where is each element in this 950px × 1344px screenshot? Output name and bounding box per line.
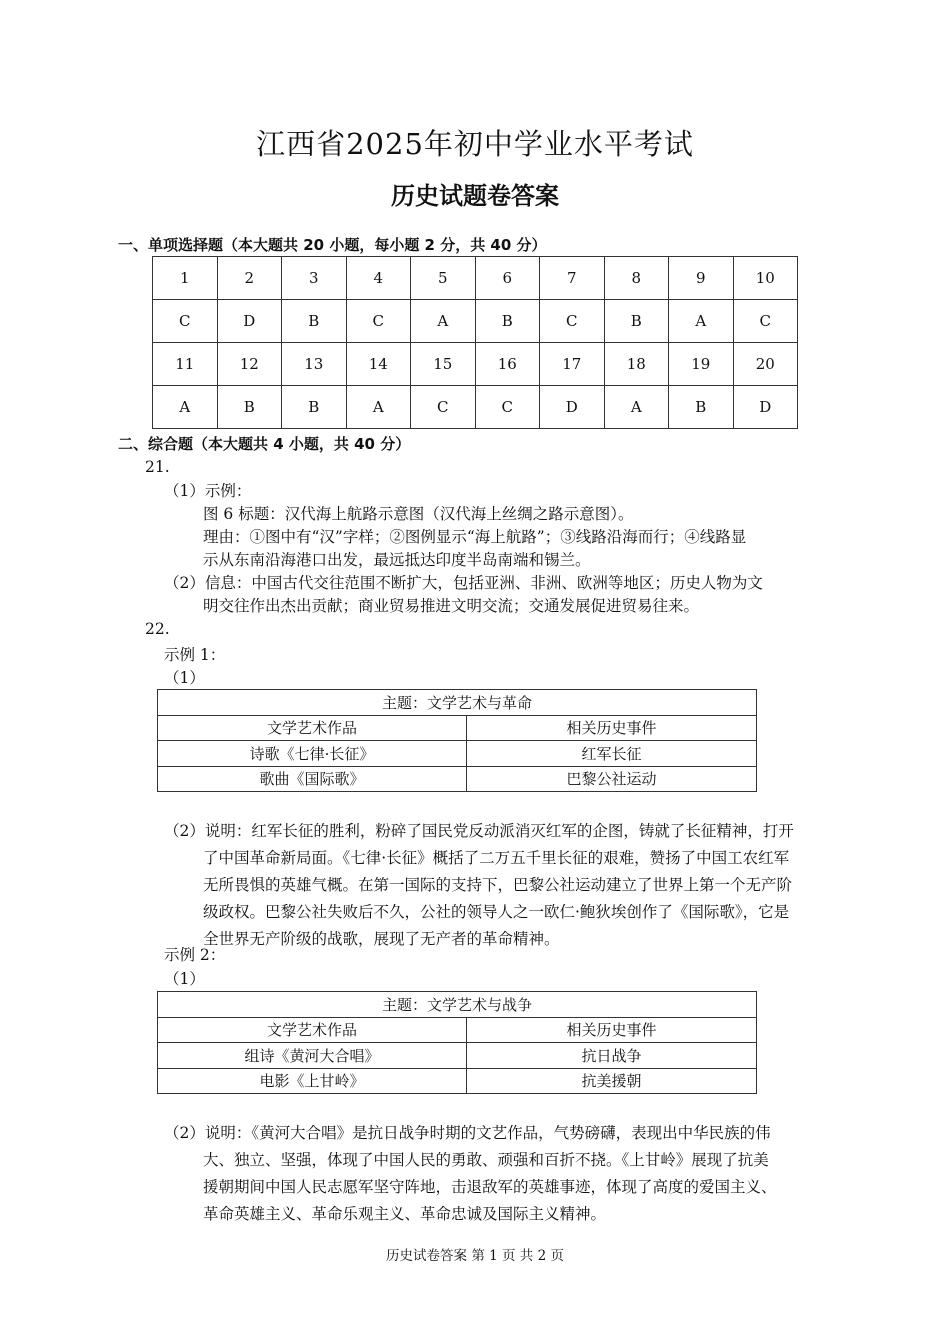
answer-cell: A — [669, 300, 734, 343]
question-number-cell: 19 — [669, 343, 734, 386]
answer-cell: B — [217, 386, 282, 429]
answer-cell: B — [604, 300, 669, 343]
question-number-cell: 6 — [475, 257, 540, 300]
answer-cell: B — [475, 300, 540, 343]
table-cell: 抗日战争 — [467, 1043, 757, 1069]
example2-explanation — [164, 1120, 814, 1228]
question-number-row — [153, 257, 798, 300]
q21-part1-line: 图 6 标题：汉代海上航路示意图（汉代海上丝绸之路示意图）。 — [203, 505, 634, 523]
table-theme: 主题：文学艺术与战争 — [158, 992, 757, 1018]
table-cell: 组诗《黄河大合唱》 — [158, 1043, 467, 1069]
text-line: 援朝期间中国人民志愿军坚守阵地，击退敌军的英雄事迹，体现了高度的爱国主义、 — [203, 1178, 777, 1196]
answer-cell: A — [411, 300, 476, 343]
answer-cell: D — [733, 386, 798, 429]
table-header: 文学艺术作品 — [158, 715, 467, 741]
question-number-cell: 15 — [411, 343, 476, 386]
example1-sub: （1） — [164, 669, 205, 687]
answer-table — [152, 256, 798, 429]
text-line: 级政权。巴黎公社失败后不久，公社的领导人之一欧仁·鲍狄埃创作了《国际歌》，它是 — [203, 903, 790, 921]
q21-part1-line: 理由：①图中有“汉”字样；②图例显示“海上航路”；③线路沿海而行；④线路显 — [203, 528, 747, 546]
answer-cell: C — [346, 300, 411, 343]
question-number-cell: 20 — [733, 343, 798, 386]
text-line: 全世界无产阶级的战歌，展现了无产者的革命精神。 — [203, 930, 560, 948]
q21-number: 21. — [145, 458, 170, 476]
question-number-cell: 18 — [604, 343, 669, 386]
example2-sub: （1） — [164, 970, 205, 988]
question-number-cell: 1 — [153, 257, 218, 300]
question-number-cell: 8 — [604, 257, 669, 300]
example2-label: 示例 2： — [164, 946, 226, 964]
example1-label: 示例 1： — [164, 646, 226, 664]
answer-row — [153, 386, 798, 429]
question-number-cell: 4 — [346, 257, 411, 300]
table-cell: 抗美援朝 — [467, 1068, 757, 1094]
question-number-cell: 13 — [282, 343, 347, 386]
example1-explanation — [164, 818, 814, 953]
page-footer: 历史试卷答案 第 1 页 共 2 页 — [386, 1248, 564, 1264]
answer-cell: B — [282, 386, 347, 429]
question-number-cell: 14 — [346, 343, 411, 386]
answer-cell: A — [604, 386, 669, 429]
answer-cell: D — [540, 386, 605, 429]
text-line: 大、独立、坚强，体现了中国人民的勇敢、顽强和百折不挠。《上甘岭》展现了抗美 — [203, 1151, 769, 1169]
question-number-cell: 9 — [669, 257, 734, 300]
answer-cell: B — [282, 300, 347, 343]
table-cell: 歌曲《国际歌》 — [158, 766, 467, 792]
question-number-cell: 2 — [217, 257, 282, 300]
table-cell: 巴黎公社运动 — [467, 766, 757, 792]
table-theme: 主题：文学艺术与革命 — [158, 690, 757, 716]
answer-cell: D — [217, 300, 282, 343]
question-number-cell: 11 — [153, 343, 218, 386]
answer-cell: A — [346, 386, 411, 429]
question-number-cell: 16 — [475, 343, 540, 386]
example1-table — [157, 689, 757, 792]
question-number-cell: 17 — [540, 343, 605, 386]
q21-part2-line: （2）信息：中国古代交往范围不断扩大，包括亚洲、非洲、欧洲等地区；历史人物为文 — [164, 574, 763, 592]
section2-heading: 二、综合题（本大题共 4 小题，共 40 分） — [118, 435, 411, 453]
text-line: （2）说明：红军长征的胜利，粉碎了国民党反动派消灭红军的企图，铸就了长征精神，打开 — [164, 822, 794, 840]
text-line: 革命英雄主义、革命乐观主义、革命忠诚及国际主义精神。 — [203, 1205, 607, 1223]
answer-cell: B — [669, 386, 734, 429]
table-header: 相关历史事件 — [467, 715, 757, 741]
question-number-row — [153, 343, 798, 386]
question-number-cell: 3 — [282, 257, 347, 300]
page-subtitle: 历史试题卷答案 — [391, 182, 559, 210]
answer-cell: A — [153, 386, 218, 429]
table-header: 文学艺术作品 — [158, 1017, 467, 1043]
table-header: 相关历史事件 — [467, 1017, 757, 1043]
answer-cell: C — [411, 386, 476, 429]
text-line: （2）说明：《黄河大合唱》是抗日战争时期的文艺作品，气势磅礴，表现出中华民族的伟 — [164, 1124, 771, 1142]
table-cell: 诗歌《七律·长征》 — [158, 741, 467, 767]
answer-cell: C — [475, 386, 540, 429]
q21-part2-line: 明交往作出杰出贡献；商业贸易推进文明交流；交通发展促进贸易往来。 — [203, 597, 700, 615]
example2-table — [157, 991, 757, 1094]
answer-cell: C — [733, 300, 798, 343]
answer-cell: C — [153, 300, 218, 343]
q21-part1-line: 示从东南沿海港口出发，最远抵达印度半岛南端和锡兰。 — [203, 551, 591, 569]
q21-part1-label: （1）示例： — [164, 482, 252, 500]
text-line: 了中国革命新局面。《七律·长征》概括了二万五千里长征的艰难，赞扬了中国工农红军 — [203, 849, 790, 867]
question-number-cell: 5 — [411, 257, 476, 300]
q22-number: 22. — [145, 620, 170, 638]
question-number-cell: 10 — [733, 257, 798, 300]
question-number-cell: 7 — [540, 257, 605, 300]
answer-row — [153, 300, 798, 343]
answer-cell: C — [540, 300, 605, 343]
table-cell: 红军长征 — [467, 741, 757, 767]
page-title: 江西省2025年初中学业水平考试 — [256, 127, 694, 161]
section1-heading: 一、单项选择题（本大题共 20 小题，每小题 2 分，共 40 分） — [118, 236, 547, 254]
table-cell: 电影《上甘岭》 — [158, 1068, 467, 1094]
question-number-cell: 12 — [217, 343, 282, 386]
text-line: 无所畏惧的英雄气概。在第一国际的支持下，巴黎公社运动建立了世界上第一个无产阶 — [203, 876, 793, 894]
